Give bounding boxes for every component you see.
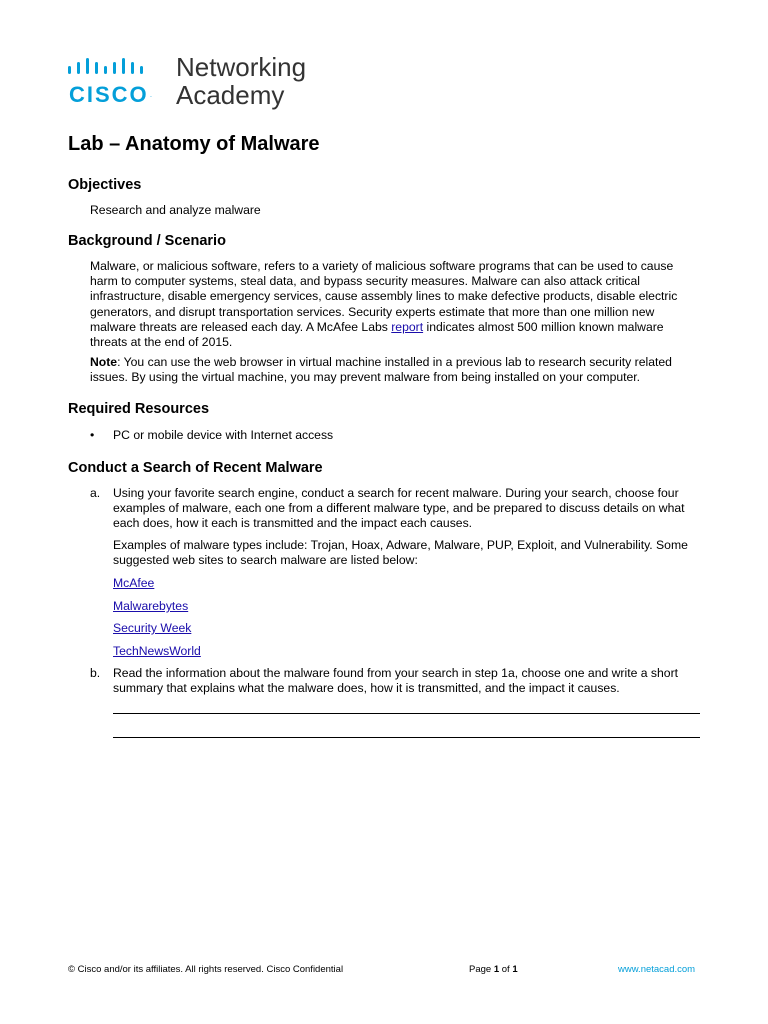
report-link[interactable]: report: [391, 319, 424, 334]
page-of: of: [499, 964, 513, 975]
technewsworld-link[interactable]: TechNewsWorld: [113, 644, 201, 658]
note-paragraph: [90, 355, 700, 385]
footer-copyright: © Cisco and/or its affiliates. All rights reserved. Cisco Confidential: [68, 964, 344, 975]
background-text-2: indicates almost 500 million known malware threats at the end of 2015.: [90, 319, 664, 350]
page-title: Lab – Anatomy of Malware: [68, 133, 320, 155]
resource-item: PC or mobile device with Internet access: [113, 428, 334, 442]
bullet-icon: •: [90, 428, 95, 442]
step-b-text: Read the information about the malware found from your search in step 1a, choose one and write a short summary that explains what the malware does, how it is transmitted, and the impact it causes.: [113, 666, 679, 696]
answer-line[interactable]: [113, 737, 700, 738]
step-a-text: Using your favorite search engine, conduct a search for recent malware. During your search, choose four examples of malware, each one from a different malware type, and be prepared to discuss details on what each does, how it each is transmitted and the impact each causes.: [113, 486, 685, 531]
page-current: 1: [493, 964, 500, 975]
background-paragraph: [90, 259, 700, 350]
step-a-letter: a.: [90, 486, 101, 500]
background-text-1: Malware, or malicious software, refers to a variety of malicious software programs that can be used to cause harm to computer systems, steal data, and bypass security measures. Malware can also attack critical infrastructure, disable emergency services, cause assembly lines to make defective products, disable electric generators, and disrupt transportation services. Security experts estimate that more than one million new malware threats are released each day. A McAfee Labs: [90, 259, 678, 334]
security-week-link[interactable]: Security Week: [113, 621, 192, 635]
cisco-networking-academy-logo: [68, 52, 328, 112]
mcafee-link[interactable]: McAfee: [113, 576, 155, 590]
answer-line[interactable]: [113, 713, 700, 714]
cisco-wordmark: CISCO: [69, 82, 149, 107]
malwarebytes-link[interactable]: Malwarebytes: [113, 599, 189, 613]
malware-types-text: Examples of malware types include: Trojan, Hoax, Adware, Malware, PUP, Exploit, and Vulnerability. Some suggested web sites to search malware are listed below:: [113, 538, 688, 568]
logo-academy-text: Academy: [176, 80, 285, 110]
page-total: 1: [512, 964, 518, 975]
footer-page-number: [469, 964, 518, 975]
logo-networking-text: Networking: [176, 52, 307, 82]
note-text: : You can use the web browser in virtual machine installed in a previous lab to research security related issues. By using the virtual machine, you may prevent malware from being installed on your computer.: [90, 355, 672, 385]
footer-url[interactable]: www.netacad.com: [618, 964, 696, 975]
objectives-heading: Objectives: [68, 177, 142, 193]
background-heading: Background / Scenario: [68, 233, 226, 249]
page-label: Page: [469, 964, 494, 975]
resources-heading: Required Resources: [68, 401, 210, 417]
note-label: Note: [90, 355, 118, 369]
objectives-text: Research and analyze malware: [90, 203, 261, 217]
search-heading: Conduct a Search of Recent Malware: [68, 460, 323, 476]
step-b-letter: b.: [90, 666, 101, 680]
cisco-trademark: .: [150, 92, 152, 99]
